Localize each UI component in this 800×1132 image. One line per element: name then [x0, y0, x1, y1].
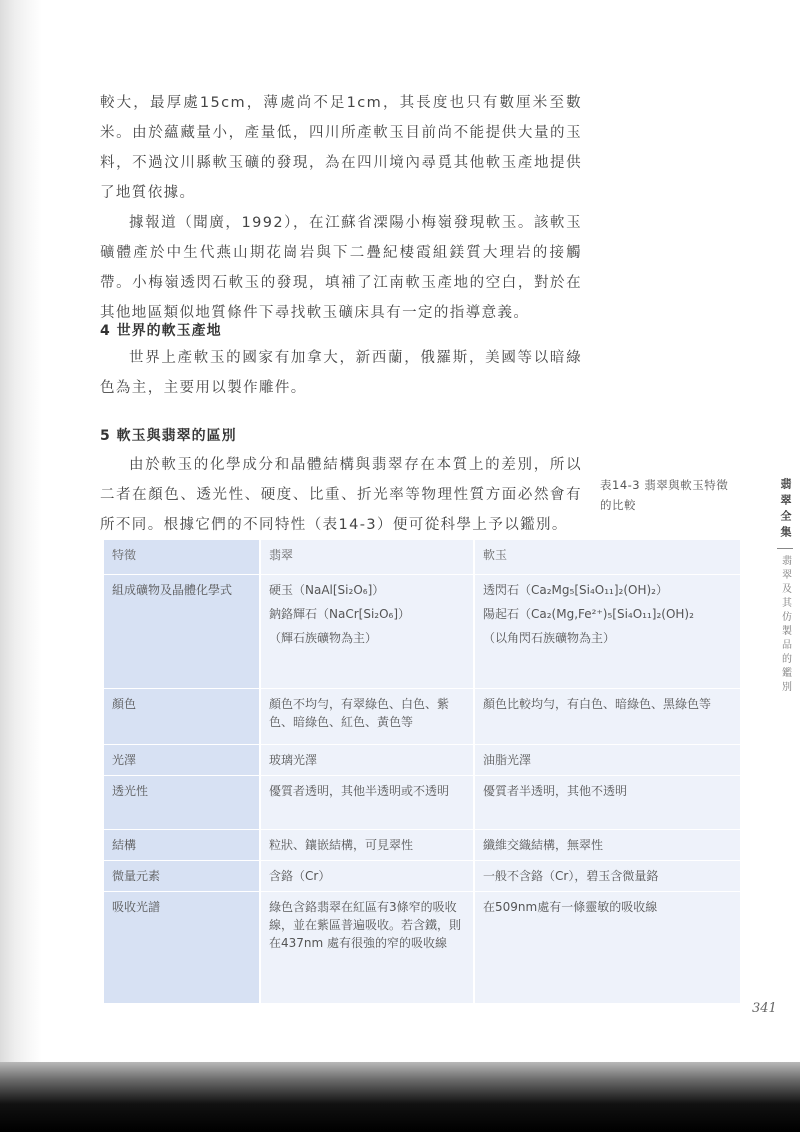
- feature-cell: 透光性: [104, 776, 260, 830]
- nephrite-cell: 油脂光澤: [474, 745, 740, 776]
- paragraph-distinction: 由於軟玉的化學成分和晶體結構與翡翠存在本質上的差別，所以二者在顏色、透光性、硬度、比重、折光率等物理性質方面必然會有所不同。根據它們的不同特性（表14-3）便可從科學上予以鑑別。: [100, 457, 582, 533]
- nephrite-cell: 優質者半透明，其他不透明: [474, 776, 740, 830]
- feature-cell: 吸收光譜: [104, 892, 260, 1004]
- jadeite-cell: 含鉻（Cr）: [260, 861, 474, 892]
- feature-cell: 微量元素: [104, 861, 260, 892]
- cell-line: 陽起石（Ca₂(Mg,Fe²⁺)₅[Si₄O₁₁]₂(OH)₂: [483, 607, 694, 621]
- page-gutter-shadow: [0, 0, 42, 1132]
- nephrite-cell: 在509nm處有一條靈敏的吸收線: [474, 892, 740, 1004]
- jadeite-cell: 玻璃光澤: [260, 745, 474, 776]
- table-header-cell: 特徵: [104, 540, 260, 575]
- table-header-cell: 翡翠: [260, 540, 474, 575]
- jadeite-cell: 優質者透明，其他半透明或不透明: [260, 776, 474, 830]
- page-number: 341: [752, 1001, 777, 1016]
- jadeite-cell: 顏色不均勻，有翠綠色、白色、紫色、暗綠色、紅色、黃色等: [260, 689, 474, 745]
- side-chapter-tab: [776, 478, 794, 695]
- paragraph-sichuan-nephrite: 較大，最厚處15cm，薄處尚不足1cm，其長度也只有數厘米至數米。由於蘊藏量小，產量低，四川所產軟玉目前尚不能提供大量的玉料，不過汶川縣軟玉礦的發現，為在四川境內尋覓其他軟玉產地提供了地質依據。: [100, 95, 582, 201]
- nephrite-cell: 顏色比較均勻，有白色、暗綠色、黑綠色等: [474, 689, 740, 745]
- jadeite-cell: 綠色含鉻翡翠在紅區有3條窄的吸收線，並在紫區普遍吸收。若含鐵，則在437nm 處有很強的窄的吸收線: [260, 892, 474, 1004]
- scan-bottom-shadow: [0, 1062, 800, 1132]
- section-heading-distinction: 5 軟玉與翡翠的區別: [100, 428, 237, 444]
- cell-line: 硬玉（NaAl[Si₂O₆]）: [269, 583, 385, 597]
- side-tab-series-title: 翡翠全集: [779, 478, 792, 542]
- table-row: [104, 776, 740, 830]
- table-caption-line: 的比較: [600, 498, 636, 512]
- table-header-row: [104, 540, 740, 575]
- table-row: [104, 745, 740, 776]
- feature-cell: 結構: [104, 830, 260, 861]
- table-row: [104, 892, 740, 1004]
- feature-cell: 顏色: [104, 689, 260, 745]
- side-tab-divider: [777, 548, 793, 549]
- table-caption: [600, 475, 740, 515]
- paragraph-world-nephrite: 世界上產軟玉的國家有加拿大，新西蘭，俄羅斯，美國等以暗綠色為主，主要用以製作雕件。: [100, 350, 582, 396]
- cell-line: （輝石族礦物為主）: [269, 631, 378, 645]
- feature-cell: 組成礦物及晶體化學式: [104, 575, 260, 689]
- jadeite-cell: [260, 575, 474, 689]
- nephrite-cell: [474, 575, 740, 689]
- table-caption-line: 表14-3 翡翠與軟玉特徵: [600, 478, 729, 492]
- side-tab-chapter-title: 翡翠及其仿製品的鑑別: [779, 555, 791, 695]
- table-row: [104, 689, 740, 745]
- section-heading-world-nephrite: 4 世界的軟玉產地: [100, 323, 222, 339]
- jadeite-nephrite-comparison-table: [104, 540, 740, 1004]
- jadeite-cell: 粒狀、鑲嵌結構，可見翠性: [260, 830, 474, 861]
- cell-line: （以角閃石族礦物為主）: [483, 631, 616, 645]
- paragraph-jiangsu-nephrite: 據報道（聞廣，1992），在江蘇省溧陽小梅嶺發現軟玉。該軟玉礦體產於中生代燕山期花崗岩與下二疊紀棲霞組鎂質大理岩的接觸帶。小梅嶺透閃石軟玉的發現，填補了江南軟玉產地的空白，對於在其他地區類似地質條件下尋找軟玉礦床具有一定的指導意義。: [100, 215, 582, 321]
- cell-line: 透閃石（Ca₂Mg₅[Si₄O₁₁]₂(OH)₂）: [483, 583, 668, 597]
- cell-line: 鈉鉻輝石（NaCr[Si₂O₆]）: [269, 607, 411, 621]
- table-row: [104, 575, 740, 689]
- feature-cell: 光澤: [104, 745, 260, 776]
- table-header-cell: 軟玉: [474, 540, 740, 575]
- table-row: [104, 861, 740, 892]
- nephrite-cell: 一般不含鉻（Cr），碧玉含微量鉻: [474, 861, 740, 892]
- table-row: [104, 830, 740, 861]
- nephrite-cell: 纖維交織結構，無翠性: [474, 830, 740, 861]
